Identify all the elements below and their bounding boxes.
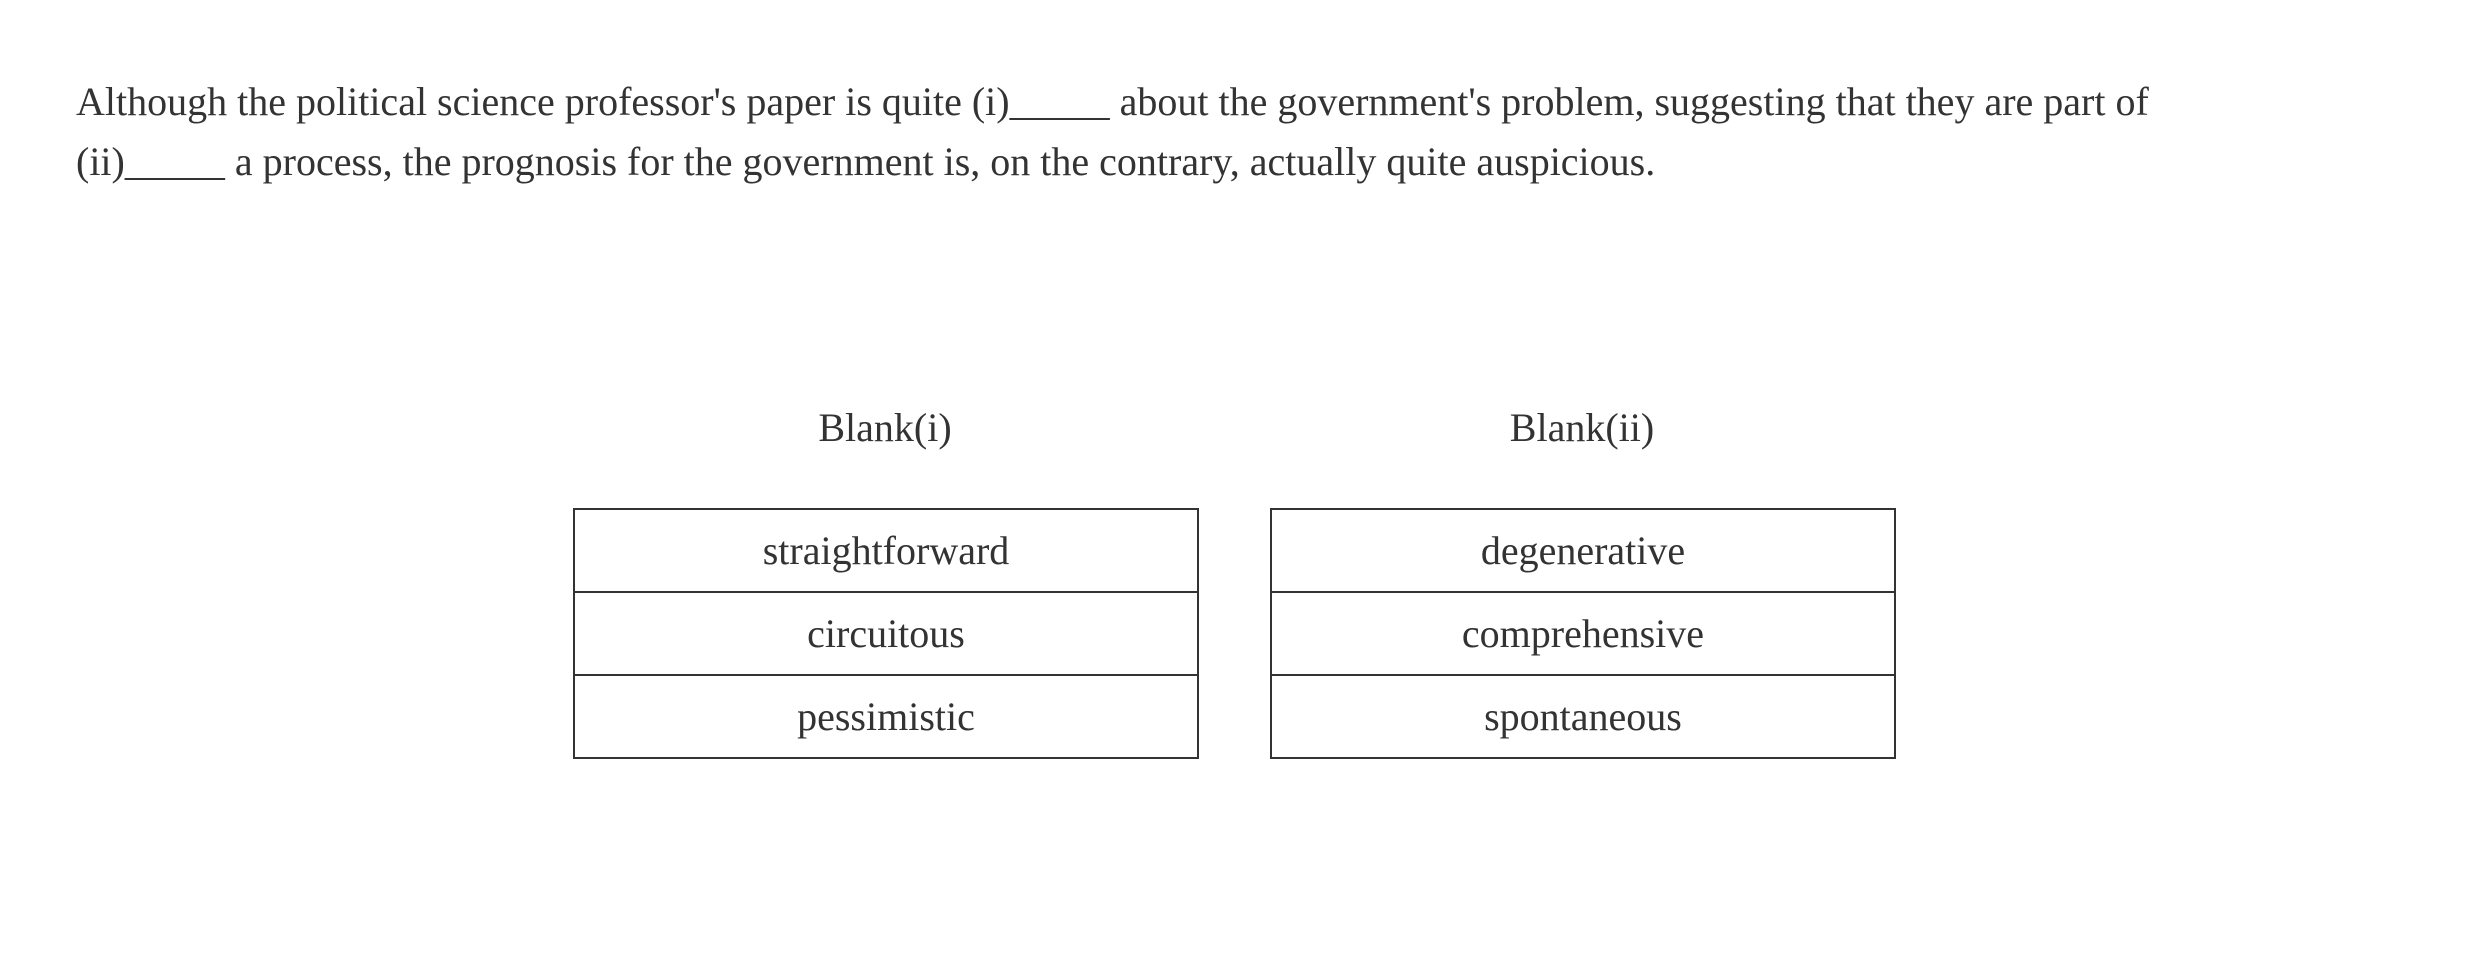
blank-ii-choices [1270, 508, 1896, 759]
blank-i-option-straightforward[interactable]: straightforward [575, 510, 1197, 593]
blank-ii-option-spontaneous[interactable]: spontaneous [1272, 676, 1894, 757]
question-line-2: (ii)_____ a process, the prognosis for the government is, on the contrary, actually quite auspicious. [76, 139, 1656, 184]
blank-ii-header: Blank(ii) [1509, 405, 1655, 450]
blank-i-header: Blank(i) [818, 405, 952, 450]
blank-i-option-pessimistic[interactable]: pessimistic [575, 676, 1197, 757]
blank-i-option-circuitous[interactable]: circuitous [575, 593, 1197, 676]
blank-ii-option-comprehensive[interactable]: comprehensive [1272, 593, 1894, 676]
blank-i-choices [573, 508, 1199, 759]
question-text [76, 72, 2406, 192]
blank-ii-option-degenerative[interactable]: degenerative [1272, 510, 1894, 593]
question-line-1: Although the political science professor's paper is quite (i)_____ about the government's problem, suggesting that they are part of [76, 79, 2149, 124]
